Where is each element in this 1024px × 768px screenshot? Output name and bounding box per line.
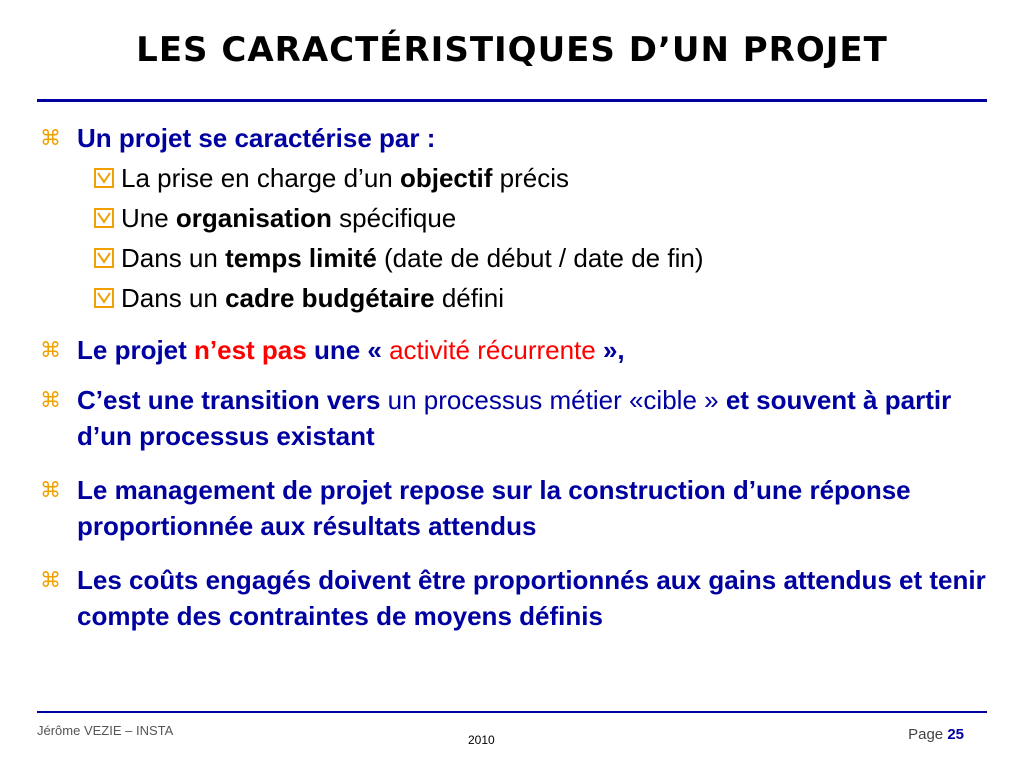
bullet-text: [77, 382, 1000, 454]
title-divider: [37, 99, 987, 102]
page-number: 25: [947, 726, 964, 743]
bullet-item: [40, 332, 1000, 368]
bullet-item: [40, 382, 1000, 454]
sub-item-post: précis: [492, 163, 569, 193]
bullet-text-emphasis: activité récurrente: [389, 335, 596, 365]
bullet-text-part: une «: [306, 335, 390, 365]
sub-item-bold: organisation: [175, 203, 332, 233]
command-key-icon: ⌘: [40, 478, 61, 502]
bullet-text: Le management de projet repose sur la construction d’une réponse proportionnée aux résultats attendus: [77, 475, 911, 541]
footer-year: 2010: [468, 733, 495, 747]
bullet-text-emphasis: n’est pas: [194, 335, 307, 365]
sub-item: [94, 243, 703, 273]
sub-item: [94, 283, 504, 313]
bullet-text-part: »,: [595, 335, 625, 365]
slide-title: LES CARACTÉRISTIQUES D’UN PROJET: [136, 30, 888, 70]
sub-item-bold: cadre budgétaire: [225, 283, 435, 313]
command-key-icon: ⌘: [40, 568, 61, 592]
bullet-text-part: C’est une transition vers: [77, 385, 381, 415]
bullet-text: Un projet se caractérise par :: [77, 123, 436, 153]
sub-item-bold: temps limité: [225, 243, 377, 273]
footer-author: Jérôme VEZIE – INSTA: [37, 723, 174, 738]
bullet-text-part: Le projet: [77, 335, 195, 365]
command-key-icon: ⌘: [40, 338, 61, 362]
page-label: Page: [908, 726, 944, 743]
sub-item-pre: Dans un: [121, 243, 226, 273]
bullet-text: Les coûts engagés doivent être proportionnés aux gains attendus et tenir compte des contraintes de moyens définis: [77, 565, 986, 631]
bullet-item: [40, 120, 1000, 156]
bullet-item: [40, 472, 1000, 544]
checkbox-icon: [94, 284, 112, 302]
bullet-text-part: un processus métier «cible »: [380, 385, 726, 415]
command-key-icon: ⌘: [40, 126, 61, 150]
checkbox-icon: [94, 164, 112, 182]
sub-item-post: défini: [434, 283, 504, 313]
footer-divider: [37, 711, 987, 713]
command-key-icon: ⌘: [40, 388, 61, 412]
bullet-text-part: et souvent à partir d’un processus existant: [77, 385, 952, 451]
sub-item-pre: Une: [121, 203, 176, 233]
sub-item-pre: Dans un: [121, 283, 226, 313]
footer-page: [908, 726, 964, 743]
sub-item-post: (date de début / date de fin): [376, 243, 704, 273]
sub-item-bold: objectif: [399, 163, 493, 193]
sub-item: [94, 163, 569, 193]
bullet-item: [40, 562, 1000, 634]
checkbox-icon: [94, 244, 112, 262]
checkbox-icon: [94, 204, 112, 222]
sub-item: [94, 203, 456, 233]
sub-item-pre: La prise en charge d’un: [121, 163, 400, 193]
bullet-text: [77, 332, 1000, 368]
sub-item-post: spécifique: [331, 203, 457, 233]
